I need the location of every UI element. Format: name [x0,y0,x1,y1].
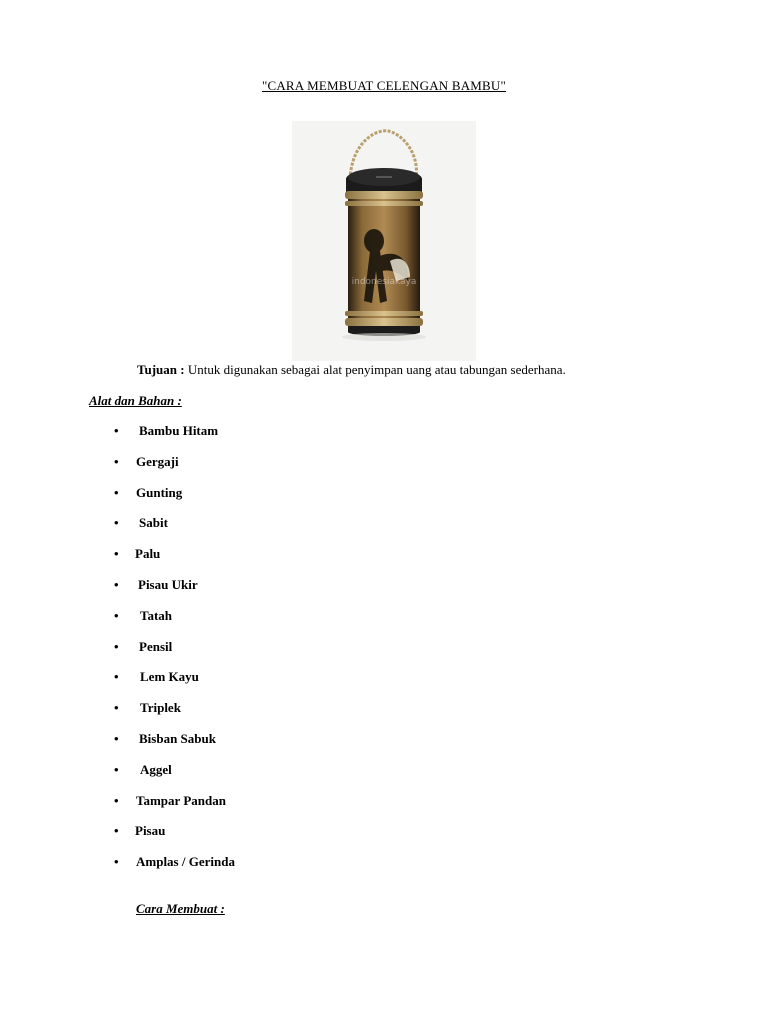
bullet-icon: • [114,730,119,746]
bullet-icon: • [114,792,119,808]
steps-heading [136,901,225,917]
bullet-icon: • [114,700,119,716]
watermark-text: indonesiakaya [351,277,417,287]
document-title: "CARA MEMBUAT CELENGAN BAMBU" [261,78,507,93]
bullet-icon: • [114,423,119,438]
bullet-icon: • [114,823,119,839]
tool-label: Pensil [139,638,173,654]
tool-label: Pisau Ukir [138,576,198,592]
tool-label: Bisban Sabuk [139,730,216,746]
bullet-icon: • [114,576,119,592]
tool-label: Triplek [140,700,181,716]
bullet-icon: • [114,607,119,623]
tool-label: Tatah [140,607,173,623]
tools-heading [89,393,182,409]
steps-heading-text: Cara Membuat [136,901,221,916]
bullet-icon: • [114,484,119,500]
purpose-line [137,362,566,378]
tool-label: Bambu Hitam [139,423,219,438]
purpose-text: Untuk digunakan sebagai alat penyimpan uang atau tabungan sederhana. [184,362,566,377]
tool-label: Gergaji [136,453,179,469]
steps-heading-colon: : [220,901,225,916]
bullet-icon: • [114,669,119,685]
tool-label: Aggel [140,761,172,777]
bullet-icon: • [114,854,119,870]
bullet-icon: • [114,546,119,562]
bullet-icon: • [114,515,119,531]
bullet-icon: • [114,761,119,777]
tools-heading-colon: : [177,393,182,408]
bamboo-piggy-bank-photo [292,121,476,361]
tool-label: Gunting [136,484,183,500]
purpose-label: Tujuan : [137,362,185,377]
bullet-icon: • [114,638,119,654]
tool-label: Tampar Pandan [136,792,226,808]
bullet-icon: • [114,453,119,469]
tools-heading-text: Alat dan Bahan [89,393,178,408]
tool-label: Amplas / Gerinda [136,854,235,870]
tool-label: Pisau [135,823,166,839]
tool-label: Sabit [139,515,168,531]
tool-label: Lem Kayu [140,669,199,685]
tool-label: Palu [135,546,161,562]
